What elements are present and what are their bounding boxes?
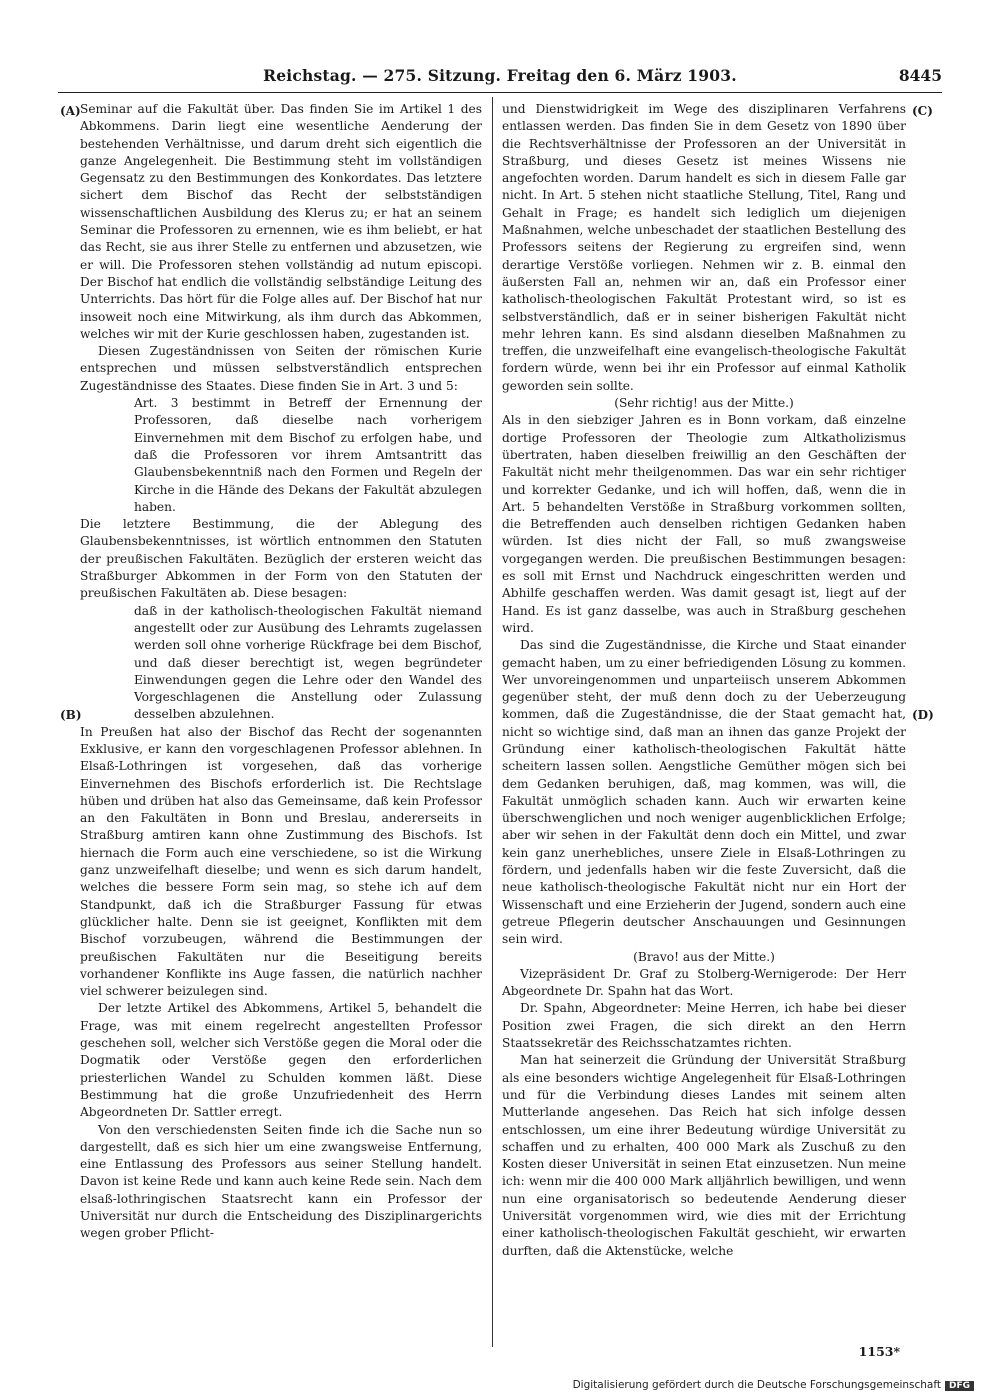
- paragraph: Das sind die Zugeständnisse, die Kirche und Staat einander gemacht haben, um zu einer befriedigenden Lösung zu kommen. Wer unvoreingenommen und unparteiisch unserem Abkommen gegenüber steht, der muß denn doch zu der Ueberzeugung kommen, daß die Zugeständnisse, die der Staat gemacht hat, nicht so wichtige sind, daß man an ihnen das ganze Projekt der Gründung einer katholisch-theologischen Fakultät hätte scheitern lassen sollen. Aengstliche Gemüther mögen sich bei dem Gedanken beruhigen, daß, mag kommen, was will, die Fakultät unmöglich schaden kann. Auch wir erwarten keine überschwenglichen und noch weniger augenblicklichen Erfolge; aber wir sehen in der Fakultät denn doch ein Mittel, und zwar kein ganz unerhebliches, unsere Ziele in Elsaß-Lothringen zu fördern, und jedenfalls haben wir die feste Zuversicht, daß die neue katholisch-theologische Fakultät nicht nur ein Hort der Wissenschaft und eine Erzieherin der Jugend, sondern auch eine getreue Pflegerin deutscher Anschauungen und Gesinnungen sein wird.: [502, 638, 906, 947]
- margin-letter-b: (B): [60, 708, 82, 722]
- paragraph: Man hat seinerzeit die Gründung der Universität Straßburg als eine besonders wichtige Angelegenheit für Elsaß-Lothringen und für die Verbindung dieses Landes mit seinem alten Mutterlande angesehen. Das Reich hat sich infolge dessen entschlossen, um eine ihrer Bedeutung würdige Universität zu schaffen und zu erhalten, 400 000 Mark als Zuschuß zu den Kosten dieser Universität in seinen Etat einzusetzen. Nun meine ich: wenn mir die 400 000 Mark alljährlich bewilligen, und wenn nun eine organisatorisch so bedeutende Aenderung dieser Universität vorgenommen wird, wie dies mit der Errichtung einer katholisch-theologischen Fakultät geschieht, wir erwarten durften, daß die Aktenstücke, welche: [502, 1053, 906, 1258]
- dfg-logo: DFG: [945, 1381, 974, 1391]
- footer-note: [573, 1379, 974, 1391]
- paragraph: In Preußen hat also der Bischof das Recht der sogenannten Exklusive, er kann den vorgeschlagenen Professor ablehnen. In Elsaß-Lothringen ist vorgesehen, daß das vorherige Einvernehmen des Bischofs erforderlich ist. Die Rechtslage hüben und drüben hat also das Gemeinsame, daß kein Professor an den Fakultäten in Bonn und Breslau, andererseits in Straßburg amtiren kann ohne Zustimmung des Bischofs. Ist hiernach die Form auch eine verschiedene, so ist die Wirkung ganz unzweifelhaft dieselbe; und wenn es sich darum handelt, welches die bessere Form sein mag, so stehe ich auf dem Standpunkt, daß ich die Straßburger Fassung für etwas glücklicher halte. Denn sie ist geeignet, Konflikten mit dem Bischof vorzubeugen, während die Bestimmungen der preußischen Fakultäten nur die Beseitigung bereits vorhandener Konflikte ins Auge fassen, die natürlich nachher viel schwerer beizulegen sind.: [80, 724, 482, 999]
- paragraph: daß in der katholisch-theologischen Fakultät niemand angestellt oder zur Ausübung des Lehramts zugelassen werden soll ohne vorherige Rückfrage bei dem Bischof, und daß dieser berechtigt ist, wegen begründeter Einwendungen gegen die Lehre oder den Wandel des Vorgeschlagenen die Anstellung oder Zulassung desselben abzulehnen.: [134, 603, 482, 722]
- signature-mark: 1153*: [858, 1344, 900, 1359]
- paragraph: Diesen Zugeständnissen von Seiten der römischen Kurie entsprechen und müssen selbstverständlich entsprechen Zugeständnisse des Staates. Diese finden Sie in Art. 3 und 5:: [80, 344, 482, 393]
- paragraph: Als in den siebziger Jahren es in Bonn vorkam, daß einzelne dortige Professoren der Theologie zum Altkatholizismus übertraten, haben dieselben freiwillig an den Geschäften der Fakultät nicht mehr theilgenommen. Das war ein sehr richtiger und korrekter Gedanke, und ich will hoffen, daß, wenn die in Art. 5 behandelten Verstöße in Straßburg vorkommen sollten, die Betreffenden auch denselben richtigen Gedanken haben würden. Ist dies nicht der Fall, so muß zwangsweise vorgegangen werden. Die preußischen Bestimmungen besagen: es soll mit Ernst und Nachdruck eingeschritten werden und Abhilfe geschaffen werden. Was damit gesagt ist, liegt auf der Hand. Es ist ganz dasselbe, was auch in Straßburg geschehen wird.: [502, 413, 906, 635]
- page-header-title: Reichstag. — 275. Sitzung. Freitag den 6. März 1903.: [263, 66, 737, 85]
- left-column: [80, 101, 482, 1391]
- paragraph: Dr. Spahn, Abgeordneter: Meine Herren, ich habe bei dieser Position zwei Fragen, die sich direkt an den Herrn Staatssekretär des Reichsschatzamtes richten.: [502, 1001, 906, 1051]
- paragraph: Vizepräsident Dr. Graf zu Stolberg-Wernigerode: Der Herr Abgeordnete Dr. Spahn hat das Wort.: [502, 966, 906, 999]
- paragraph: Art. 3 bestimmt in Betreff der Ernennung der Professoren, daß dieselbe nach vorherigem Einvernehmen mit dem Bischof zu erfolgen habe, und daß die Professoren vor ihrem Amtsantritt das Glaubensbekenntniß nach den Formen und Regeln der Kirche in die Hände des Dekans der Fakultät abzulegen haben.: [134, 396, 482, 514]
- margin-letter-a: (A): [60, 104, 81, 118]
- margin-letter-d: (D): [912, 708, 934, 722]
- paragraph: Der letzte Artikel des Abkommens, Artikel 5, behandelt die Frage, was mit einem regelrecht angestellten Professor geschehen soll, welcher sich Verstöße gegen die Moral oder die Dogmatik oder Verstöße gegen den erforderlichen priesterlichen Wandel zu Schulden kommen läßt. Diese Bestimmung hat die große Unzufriedenheit des Herrn Abgeordneten Dr. Sattler erregt.: [80, 1001, 482, 1120]
- paragraph: Seminar auf die Fakultät über. Das finden Sie im Artikel 1 des Abkommens. Darin liegt eine wesentliche Aenderung der bestehenden Verhältnisse, und darum dreht sich eigentlich die ganze Angelegenheit. Die Bestimmung steht im vollständigen Gegensatz zu den Bestimmungen des Konkordates. Das letztere sichert dem Bischof das Recht der selbstständigen wissenschaftlichen Ausbildung des Klerus zu; er hat an seinem Seminar die Professoren zu ernennen, wie es ihm beliebt, er hat das Recht, sie aus ihrer Stelle zu entfernen und abzusetzen, wie er will. Die Professoren stehen vollständig ad nutum episcopi. Der Bischof hat endlich die vollständig selbständige Leitung des Unterrichts. Das hört für die Folge alles auf. Der Bischof hat nur insoweit noch eine Mitwirkung, als ihm durch das Abkommen, welches wir mit der Kurie geschlossen haben, zugestanden ist.: [80, 102, 482, 341]
- right-column: [502, 101, 906, 1391]
- footer-text: Digitalisierung gefördert durch die Deutsche Forschungsgemeinschaft: [572, 1379, 941, 1391]
- paragraph: Die letztere Bestimmung, die der Ablegung des Glaubensbekenntnisses, ist wörtlich entnommen den Statuten der preußischen Fakultäten. Bezüglich der ersteren weicht das Straßburger Abkommen in der Form von den Statuten der preußischen Fakultäten ab. Diese besagen:: [80, 517, 482, 601]
- page-header: [58, 66, 942, 93]
- margin-letter-c: (C): [912, 104, 933, 118]
- paragraph: Von den verschiedensten Seiten finde ich die Sache nun so dargestellt, daß es sich hier um eine zwangsweise Entfernung, eine Entlassung des Professors aus seiner Stellung handelt. Davon ist keine Rede und kann auch keine Rede sein. Nach dem elsaß-lothringischen Staatsrecht kann ein Professor der Universität nur durch die Entscheidung des Disziplinargerichts wegen grober Pflicht-: [80, 1122, 482, 1241]
- page-number: 8445: [898, 66, 942, 85]
- column-divider: [492, 97, 493, 1347]
- paragraph: (Bravo! aus der Mitte.): [633, 949, 775, 964]
- paragraph: (Sehr richtig! aus der Mitte.): [614, 396, 794, 411]
- paragraph: und Dienstwidrigkeit im Wege des disziplinaren Verfahrens entlassen werden. Das finden Sie in dem Gesetz von 1890 über die Rechtsverhältnisse der Professoren an der Universität in Straßburg, und dieses Gesetz ist meines Wissens nie angefochten worden. Darum handelt es sich in diesem Falle gar nicht. In Art. 5 stehen nicht staatliche Stellung, Titel, Rang und Gehalt in Frage; es handelt sich lediglich um diejenigen Maßnahmen, welche unbeschadet der staatlichen Bestellung des Professors seitens der Regierung zu ergreifen sind, wenn derartige Verstöße vorliegen. Nehmen wir z. B. einmal den äußersten Fall an, nehmen wir an, daß ein Professor einer katholisch-theologischen Fakultät Protestant wird, so ist es selbstverständlich, daß er in seiner bisherigen Fakultät nicht mehr lehren kann. Es sind alsdann dieselben Maßnahmen zu treffen, die unzweifelhaft eine evangelisch-theologische Fakultät fordern würde, wenn bei ihr ein Professor auf einmal Katholik geworden sein sollte.: [502, 102, 906, 393]
